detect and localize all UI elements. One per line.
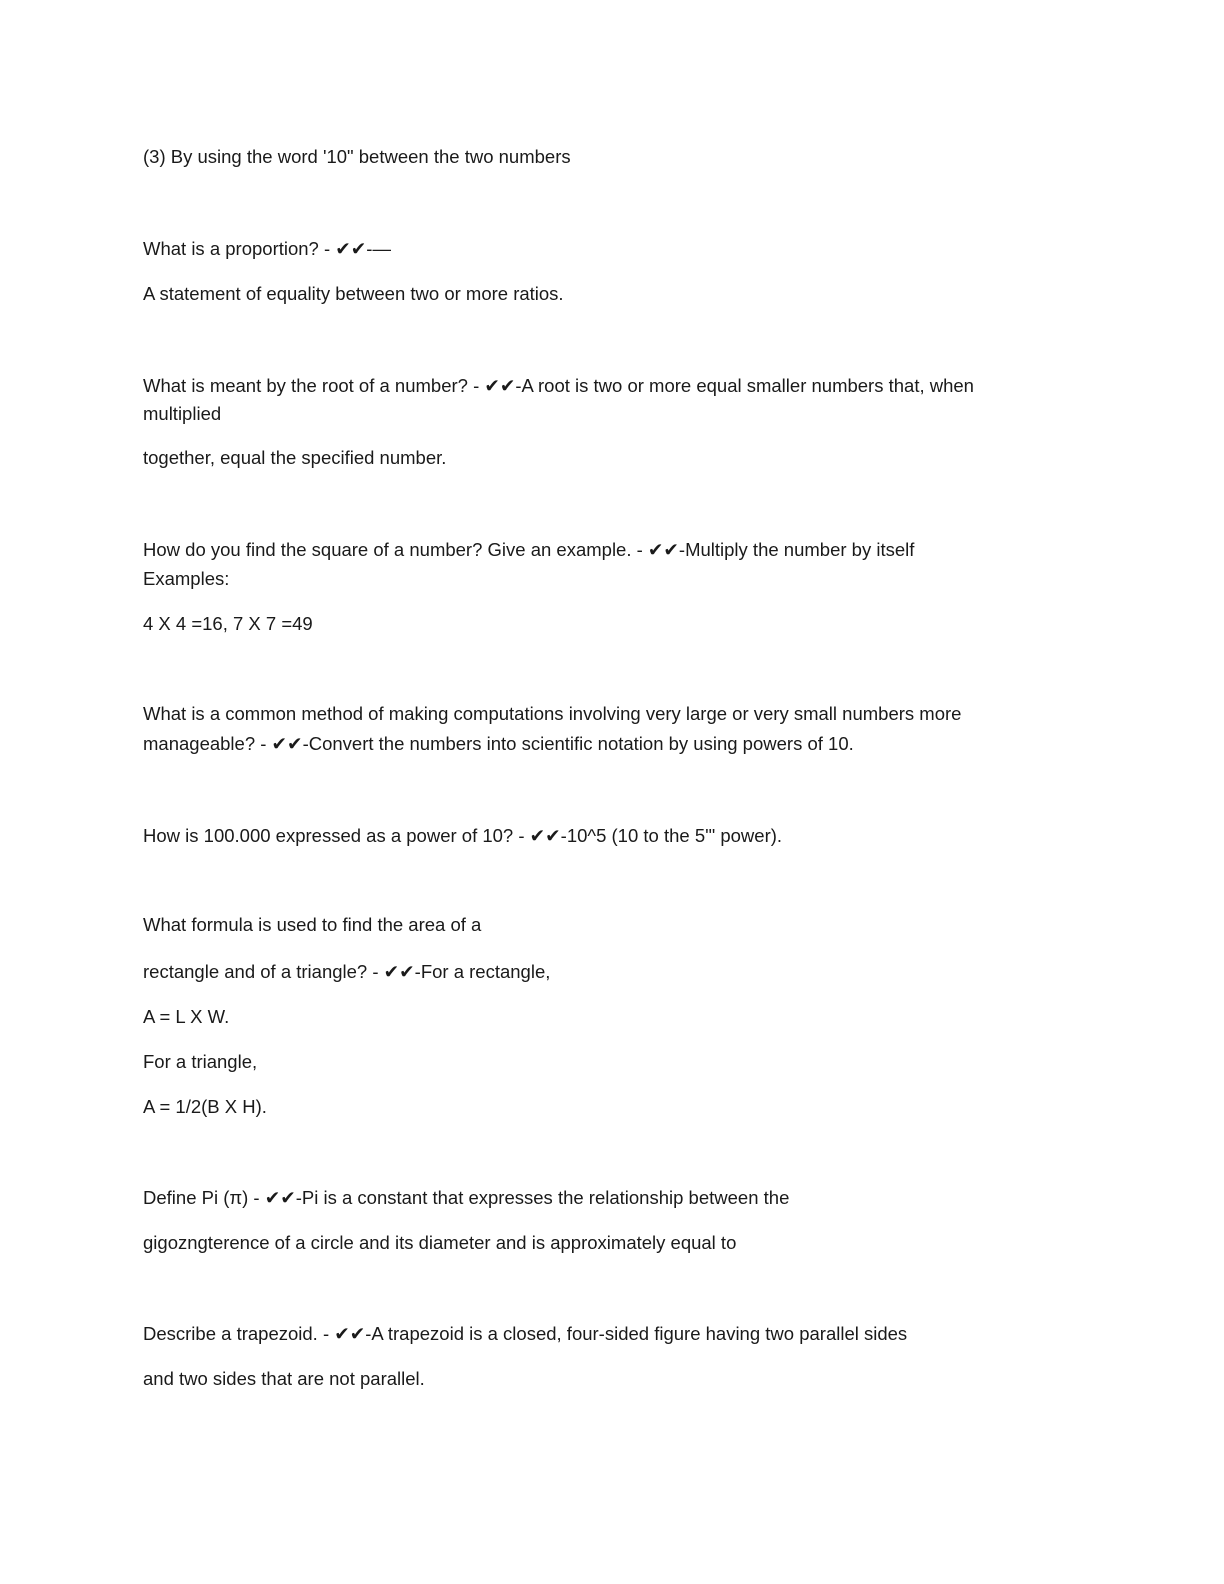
text-line: (3) By using the word '10" between the two numbers (143, 146, 571, 167)
question-pi: Define Pi (π) - ✔✔-Pi is a constant that expresses the relationship between the (143, 1187, 790, 1208)
question-power-of-ten: How is 100.000 expressed as a power of 10? - ✔✔-10^5 (10 to the 5'" power). (143, 825, 783, 846)
text-line: gigozngterence of a circle and its diameter and is approximately equal to (143, 1232, 737, 1253)
text-line: A = 1/2(B X H). (143, 1096, 267, 1117)
question-proportion: What is a proportion? - ✔✔-— (143, 238, 391, 259)
question-root: What is meant by the root of a number? - ✔✔-A root is two or more equal smaller numbers that, when (143, 375, 974, 396)
question-trapezoid: Describe a trapezoid. - ✔✔-A trapezoid is a closed, four-sided figure having two parallel sides (143, 1323, 908, 1344)
text-line: rectangle and of a triangle? - ✔✔-For a rectangle, (143, 961, 551, 982)
question-computations: What is a common method of making computations involving very large or very small numbers more (143, 703, 962, 724)
answer-proportion: A statement of equality between two or more ratios. (143, 283, 564, 304)
text-line: together, equal the specified number. (143, 447, 447, 468)
text-line: Examples: (143, 568, 230, 589)
question-square: How do you find the square of a number? Give an example. - ✔✔-Multiply the number by itself (143, 539, 915, 560)
text-line: manageable? - ✔✔-Convert the numbers into scientific notation by using powers of 10. (143, 733, 854, 754)
text-line: For a triangle, (143, 1051, 258, 1072)
text-line: A = L X W. (143, 1006, 230, 1027)
text-line: 4 X 4 =16, 7 X 7 =49 (143, 613, 313, 634)
question-area: What formula is used to find the area of a (143, 914, 482, 935)
text-line: multiplied (143, 403, 222, 424)
text-line: and two sides that are not parallel. (143, 1368, 425, 1389)
